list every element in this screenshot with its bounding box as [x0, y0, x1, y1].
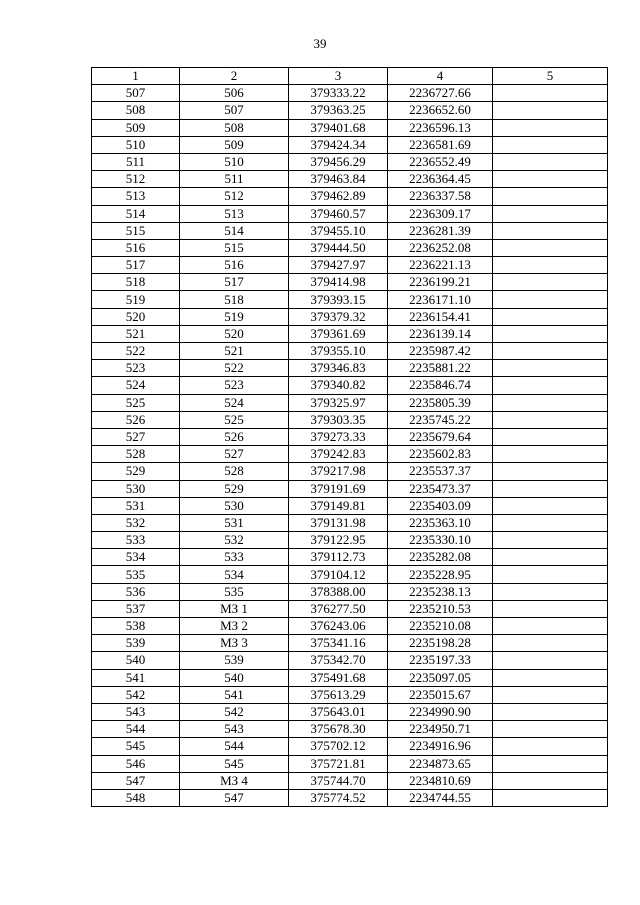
table-cell: 2234950.71 [388, 721, 493, 738]
table-row [92, 549, 608, 566]
table-cell: 508 [92, 102, 180, 119]
table-cell [493, 738, 608, 755]
table-cell: 529 [180, 480, 289, 497]
table-cell [493, 308, 608, 325]
table-row [92, 136, 608, 153]
table-cell: 546 [92, 755, 180, 772]
table-cell: 527 [92, 428, 180, 445]
table-cell: 379444.50 [289, 239, 388, 256]
table-cell: 2236139.14 [388, 325, 493, 342]
table-row [92, 257, 608, 274]
table-cell: 547 [180, 789, 289, 806]
table-cell [493, 549, 608, 566]
table-cell: 510 [180, 153, 289, 170]
table-cell: 375774.52 [289, 789, 388, 806]
table-cell [493, 153, 608, 170]
table-row [92, 171, 608, 188]
table-cell [493, 239, 608, 256]
table-row [92, 428, 608, 445]
table-cell [493, 532, 608, 549]
table-cell [493, 222, 608, 239]
table-cell: 379424.34 [289, 136, 388, 153]
table-cell: 2235210.53 [388, 600, 493, 617]
table-cell: 2236364.45 [388, 171, 493, 188]
table-cell: 535 [180, 583, 289, 600]
table-cell [493, 188, 608, 205]
table-cell: 529 [92, 463, 180, 480]
table-cell [493, 205, 608, 222]
table-cell: 375613.29 [289, 686, 388, 703]
table-cell: 379273.33 [289, 428, 388, 445]
table-cell: 522 [180, 360, 289, 377]
table-row [92, 463, 608, 480]
column-header: 4 [388, 68, 493, 85]
table-cell [493, 411, 608, 428]
table-row [92, 119, 608, 136]
table-cell: 2235330.10 [388, 532, 493, 549]
table-row [92, 652, 608, 669]
table-cell [493, 171, 608, 188]
table-cell: 376243.06 [289, 618, 388, 635]
table-cell: 2236171.10 [388, 291, 493, 308]
table-cell: 379112.73 [289, 549, 388, 566]
table-cell [493, 755, 608, 772]
table-cell: 548 [92, 789, 180, 806]
table-row [92, 85, 608, 102]
table-cell: 375721.81 [289, 755, 388, 772]
table-cell [493, 325, 608, 342]
table-cell: 543 [92, 703, 180, 720]
table-cell: 2236309.17 [388, 205, 493, 222]
table-cell: 2235238.13 [388, 583, 493, 600]
table-cell: 2235745.22 [388, 411, 493, 428]
table-cell [493, 394, 608, 411]
table-cell: 538 [92, 618, 180, 635]
table-cell [493, 428, 608, 445]
table-cell: 520 [92, 308, 180, 325]
column-header: 5 [493, 68, 608, 85]
table-cell: 516 [180, 257, 289, 274]
table-cell: 379393.15 [289, 291, 388, 308]
table-cell: 375744.70 [289, 772, 388, 789]
table-row [92, 360, 608, 377]
table-cell: 518 [92, 274, 180, 291]
table-row [92, 411, 608, 428]
table-row [92, 686, 608, 703]
table-row [92, 514, 608, 531]
table-row [92, 738, 608, 755]
table-row [92, 532, 608, 549]
table-cell: 527 [180, 446, 289, 463]
table-cell [493, 85, 608, 102]
table-cell: 379340.82 [289, 377, 388, 394]
table-cell: 539 [180, 652, 289, 669]
table-cell: 2236337.58 [388, 188, 493, 205]
table-cell: 520 [180, 325, 289, 342]
table-cell: 2235210.08 [388, 618, 493, 635]
table-cell: 507 [180, 102, 289, 119]
table-cell: 2235537.37 [388, 463, 493, 480]
table-cell [493, 446, 608, 463]
table-cell: 518 [180, 291, 289, 308]
table-cell: 2235015.67 [388, 686, 493, 703]
table-cell: 379463.84 [289, 171, 388, 188]
table-cell [493, 583, 608, 600]
table-row [92, 325, 608, 342]
table-cell: 379361.69 [289, 325, 388, 342]
table-cell: 513 [180, 205, 289, 222]
table-cell: 525 [180, 411, 289, 428]
table-cell: 506 [180, 85, 289, 102]
table-cell: 379131.98 [289, 514, 388, 531]
table-cell: 514 [180, 222, 289, 239]
table-cell: 524 [92, 377, 180, 394]
table-cell: 379456.29 [289, 153, 388, 170]
table-row [92, 772, 608, 789]
table-cell: 537 [92, 600, 180, 617]
table-cell: 379122.95 [289, 532, 388, 549]
table-cell [493, 514, 608, 531]
table-row [92, 635, 608, 652]
table-cell [493, 377, 608, 394]
table-cell: 2235881.22 [388, 360, 493, 377]
table-header-row [92, 68, 608, 85]
table-cell: 2234873.65 [388, 755, 493, 772]
table-cell: 376277.50 [289, 600, 388, 617]
table-cell: 513 [92, 188, 180, 205]
table-cell: 2236727.66 [388, 85, 493, 102]
table-cell [493, 652, 608, 669]
table-cell: 375342.70 [289, 652, 388, 669]
table-cell: 375678.30 [289, 721, 388, 738]
table-cell: 512 [180, 188, 289, 205]
table-row [92, 205, 608, 222]
table-cell: 542 [92, 686, 180, 703]
table-cell: 2236252.08 [388, 239, 493, 256]
table-cell [493, 119, 608, 136]
table-cell: 379414.98 [289, 274, 388, 291]
table-cell: 379363.25 [289, 102, 388, 119]
table-row [92, 480, 608, 497]
table-cell: 542 [180, 703, 289, 720]
table-row [92, 600, 608, 617]
table-cell: 2236581.69 [388, 136, 493, 153]
table-cell: 2236596.13 [388, 119, 493, 136]
table-cell: 541 [180, 686, 289, 703]
table-row [92, 789, 608, 806]
table-cell [493, 274, 608, 291]
table-cell: 526 [92, 411, 180, 428]
table-row [92, 188, 608, 205]
table-cell: 544 [180, 738, 289, 755]
table-cell: 528 [180, 463, 289, 480]
table-row [92, 583, 608, 600]
table-cell: 528 [92, 446, 180, 463]
table-cell [493, 480, 608, 497]
table-cell: 2235282.08 [388, 549, 493, 566]
table-cell: 379401.68 [289, 119, 388, 136]
table-cell: 379333.22 [289, 85, 388, 102]
table-cell: 533 [92, 532, 180, 549]
table-cell: 539 [92, 635, 180, 652]
table-cell: 2235198.28 [388, 635, 493, 652]
table-cell: 516 [92, 239, 180, 256]
table-cell [493, 463, 608, 480]
page-number: 39 [313, 36, 327, 51]
table-cell: 511 [180, 171, 289, 188]
table-cell [493, 343, 608, 360]
table-cell: 509 [180, 136, 289, 153]
table-cell: 545 [180, 755, 289, 772]
table-cell: 379427.97 [289, 257, 388, 274]
table-row [92, 153, 608, 170]
table-cell: 379149.81 [289, 497, 388, 514]
table-cell: 375702.12 [289, 738, 388, 755]
table-cell: 379355.10 [289, 343, 388, 360]
table-row [92, 274, 608, 291]
table-cell: 514 [92, 205, 180, 222]
table-cell: 532 [180, 532, 289, 549]
table-body [92, 85, 608, 807]
table-cell: 2235846.74 [388, 377, 493, 394]
table-cell: МЗ 2 [180, 618, 289, 635]
table-cell: 379460.57 [289, 205, 388, 222]
table-cell: 510 [92, 136, 180, 153]
table-row [92, 618, 608, 635]
table-cell: 379217.98 [289, 463, 388, 480]
table-cell: 379462.89 [289, 188, 388, 205]
table-row [92, 446, 608, 463]
table-cell [493, 566, 608, 583]
table-cell: 522 [92, 343, 180, 360]
table-cell: 2235987.42 [388, 343, 493, 360]
table-cell [493, 360, 608, 377]
table-cell: 2236281.39 [388, 222, 493, 239]
table-cell: 532 [92, 514, 180, 531]
table-cell: 508 [180, 119, 289, 136]
table-cell: МЗ 4 [180, 772, 289, 789]
table-cell [493, 721, 608, 738]
table-cell [493, 789, 608, 806]
table-cell: 540 [92, 652, 180, 669]
table-row [92, 394, 608, 411]
table-cell: 530 [180, 497, 289, 514]
table-cell: 533 [180, 549, 289, 566]
table-cell: 545 [92, 738, 180, 755]
table-cell [493, 703, 608, 720]
table-cell: 2234744.55 [388, 789, 493, 806]
table-cell: 511 [92, 153, 180, 170]
table-cell: 523 [92, 360, 180, 377]
table-cell: 2234810.69 [388, 772, 493, 789]
table-cell: 2236552.49 [388, 153, 493, 170]
table-row [92, 377, 608, 394]
table-cell: МЗ 1 [180, 600, 289, 617]
table-cell: 512 [92, 171, 180, 188]
table-cell: 375341.16 [289, 635, 388, 652]
table-cell: 2236154.41 [388, 308, 493, 325]
table-cell: 531 [92, 497, 180, 514]
table-cell [493, 618, 608, 635]
coordinates-table [91, 67, 608, 807]
table-cell: 379191.69 [289, 480, 388, 497]
table-row [92, 497, 608, 514]
table-cell: 541 [92, 669, 180, 686]
table-row [92, 222, 608, 239]
column-header: 1 [92, 68, 180, 85]
table-cell: 2234916.96 [388, 738, 493, 755]
table-row [92, 102, 608, 119]
table-cell: 379379.32 [289, 308, 388, 325]
table-cell: 531 [180, 514, 289, 531]
table-cell: 375643.01 [289, 703, 388, 720]
table-row [92, 308, 608, 325]
table-cell: 379303.35 [289, 411, 388, 428]
column-header: 3 [289, 68, 388, 85]
table-cell: 379104.12 [289, 566, 388, 583]
table-cell [493, 136, 608, 153]
table-cell [493, 772, 608, 789]
table-row [92, 669, 608, 686]
table-cell: 525 [92, 394, 180, 411]
table-cell [493, 257, 608, 274]
table-cell: 2235602.83 [388, 446, 493, 463]
table-cell: 2235228.95 [388, 566, 493, 583]
table-cell: 540 [180, 669, 289, 686]
table-cell: 517 [180, 274, 289, 291]
table-cell: 2235363.10 [388, 514, 493, 531]
table-cell: 526 [180, 428, 289, 445]
table-cell: 530 [92, 480, 180, 497]
table-cell: 2234990.90 [388, 703, 493, 720]
table-cell: 534 [180, 566, 289, 583]
table-cell: 507 [92, 85, 180, 102]
table-cell [493, 497, 608, 514]
table-cell [493, 669, 608, 686]
table-cell: 2236221.13 [388, 257, 493, 274]
table-cell [493, 686, 608, 703]
table-row [92, 721, 608, 738]
table-row [92, 703, 608, 720]
table-cell: 2235679.64 [388, 428, 493, 445]
table-cell: 379325.97 [289, 394, 388, 411]
table-cell: 2235403.09 [388, 497, 493, 514]
table-cell: 378388.00 [289, 583, 388, 600]
table-row [92, 291, 608, 308]
column-header: 2 [180, 68, 289, 85]
table-cell: 2235473.37 [388, 480, 493, 497]
table-row [92, 566, 608, 583]
table-cell [493, 635, 608, 652]
table-cell: 379242.83 [289, 446, 388, 463]
table-cell [493, 291, 608, 308]
table-cell: 523 [180, 377, 289, 394]
table-cell: 2235805.39 [388, 394, 493, 411]
table-cell: 547 [92, 772, 180, 789]
table-cell: 519 [92, 291, 180, 308]
table-cell: 534 [92, 549, 180, 566]
table-cell [493, 102, 608, 119]
table-cell: 509 [92, 119, 180, 136]
table-cell: 2235097.05 [388, 669, 493, 686]
table-row [92, 755, 608, 772]
table-cell: 521 [180, 343, 289, 360]
table-cell: 521 [92, 325, 180, 342]
table-cell: 515 [92, 222, 180, 239]
table-cell: 543 [180, 721, 289, 738]
table-cell: МЗ 3 [180, 635, 289, 652]
table-cell: 375491.68 [289, 669, 388, 686]
table-cell: 535 [92, 566, 180, 583]
table-cell: 379455.10 [289, 222, 388, 239]
table-cell: 2236199.21 [388, 274, 493, 291]
table-cell: 536 [92, 583, 180, 600]
table-cell: 2236652.60 [388, 102, 493, 119]
table-cell [493, 600, 608, 617]
table-cell: 524 [180, 394, 289, 411]
table-cell: 515 [180, 239, 289, 256]
table-row [92, 239, 608, 256]
table-cell: 519 [180, 308, 289, 325]
table-row [92, 343, 608, 360]
table-cell: 379346.83 [289, 360, 388, 377]
table-cell: 2235197.33 [388, 652, 493, 669]
table-cell: 544 [92, 721, 180, 738]
table-cell: 517 [92, 257, 180, 274]
